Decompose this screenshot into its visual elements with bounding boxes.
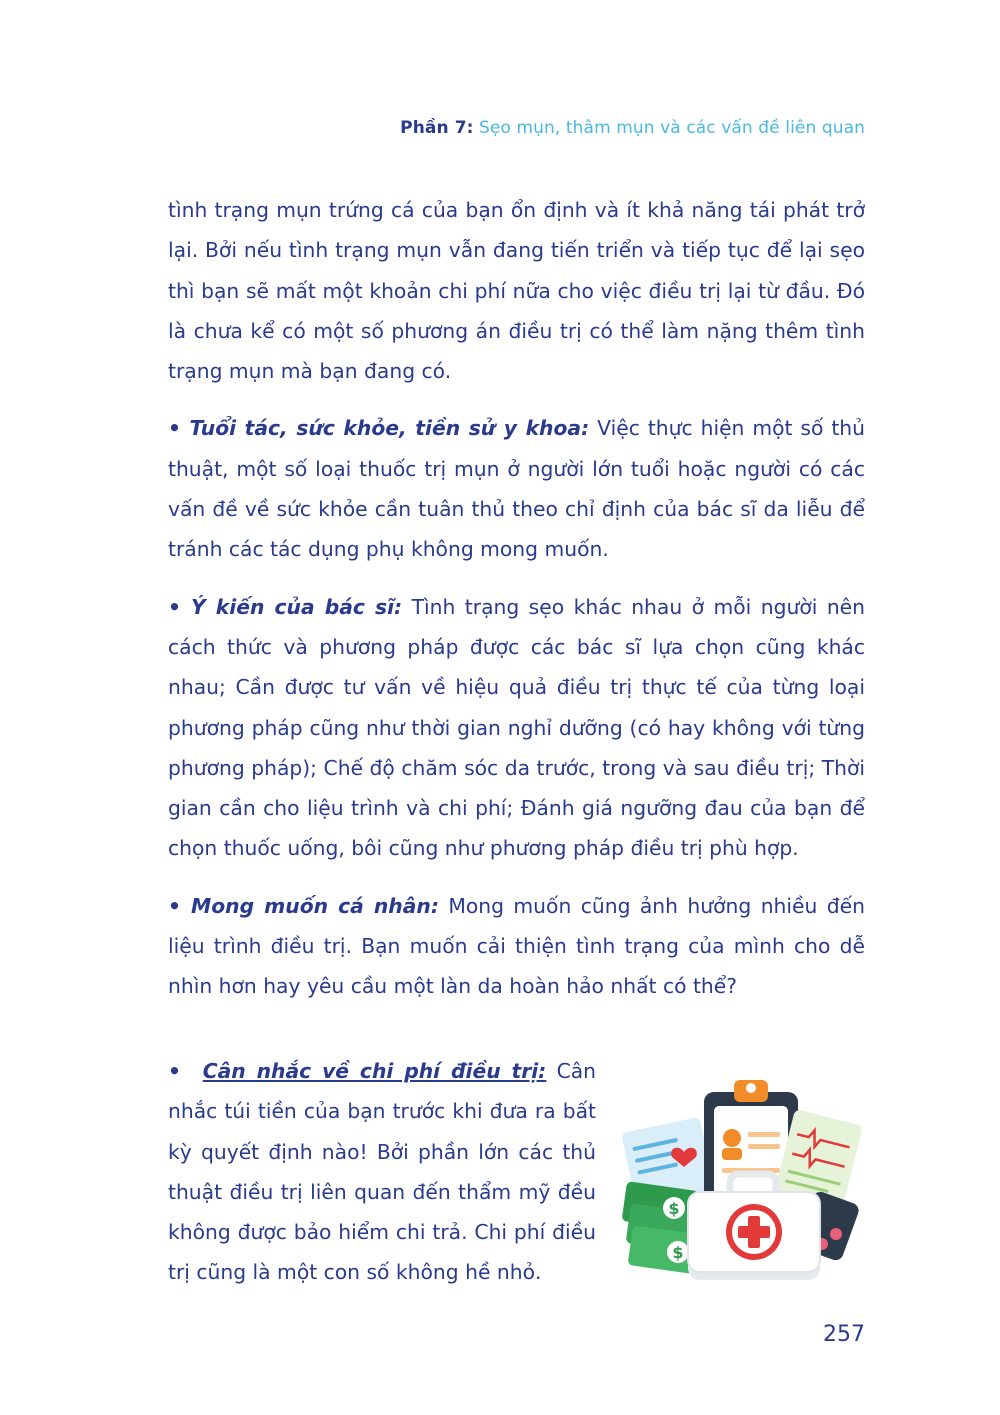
bullet-label (168, 595, 402, 619)
bullet-marker: • (168, 893, 181, 918)
bullet-marker: • (168, 1059, 181, 1083)
bullet-paragraph-age-health (168, 408, 865, 569)
bullet-text: Mong muốn cũng ảnh hưởng nhiều đến liệu trình điều trị. Bạn muốn cải thiện tình trạng của mình cho dễ nhìn hơn hay yêu cầu một làn da hoàn hảo nhất có thể? (168, 893, 865, 999)
intro-paragraph: tình trạng mụn trứng cá của bạn ổn định và ít khả năng tái phát trở lại. Bởi nếu tình trạng mụn vẫn đang tiến triển và tiếp tục để lại sẹo thì bạn sẽ mất một khoản chi phí nữa cho việc điều trị lại từ đầu. Đó là chưa kể có một số phương án điều trị có thể làm nặng thêm tình trạng mụn mà bạn đang có. (168, 198, 865, 384)
cost-consideration-block (168, 1051, 596, 1293)
bullet-paragraph-doctor-opinion (168, 587, 865, 869)
svg-text:$: $ (668, 1199, 680, 1218)
bullet-label-text: Tuổi tác, sức khỏe, tiền sử y khoa: (189, 416, 590, 441)
bullet-text: Cân nhắc túi tiền của bạn trước khi đưa ra bất kỳ quyết định nào! Bởi phần lớn các thủ thuật điều trị liên quan đến thẩm mỹ đều không được bảo hiểm chi trả. Chi phí điều trị cũng là một con số không hề nhỏ. (168, 1059, 597, 1285)
medical-kit-money-illustration (622, 1074, 868, 1286)
bullet-label (168, 416, 589, 440)
part-label: Phần 7: (400, 118, 474, 138)
bullet-paragraph-cost (168, 1051, 596, 1293)
bullet-paragraph-personal-wish (168, 886, 865, 1007)
bullet-label-text: Ý kiến của bác sĩ: (191, 594, 403, 619)
main-content (168, 190, 865, 1024)
svg-text:$: $ (672, 1243, 684, 1262)
page-number: 257 (823, 1322, 865, 1347)
bullet-text: Việc thực hiện một số thủ thuật, một số loại thuốc trị mụn ở người lớn tuổi hoặc người có các vấn đề về sức khỏe cần tuân thủ theo chỉ định của bác sĩ da liễu để tránh các tác dụng phụ không mong muốn. (168, 416, 866, 562)
bullet-marker: • (168, 594, 181, 619)
bullet-label (168, 894, 439, 918)
bullet-label-text: Mong muốn cá nhân: (191, 893, 439, 918)
bullet-text: Tình trạng sẹo khác nhau ở mỗi người nên cách thức và phương pháp được các bác sĩ lựa chọn cũng khác nhau; Cần được tư vấn về hiệu quả điều trị thực tế của từng loại phương pháp cũng như thời gian nghỉ dưỡng (có hay không với từng phương pháp); Chế độ chăm sóc da trước, trong và sau điều trị; Thời gian cần cho liệu trình và chi phí; Đánh giá ngưỡng đau của bạn để chọn thuốc uống, bôi cũng như phương pháp điều trị phù hợp. (168, 594, 866, 861)
section-title: Sẹo mụn, thâm mụn và các vấn đề liên quan (473, 118, 865, 138)
bullet-label-text: Cân nhắc về chi phí điều trị: (202, 1059, 547, 1083)
bullet-marker: • (168, 416, 181, 441)
running-header (400, 118, 865, 138)
bullet-label (168, 1059, 546, 1083)
